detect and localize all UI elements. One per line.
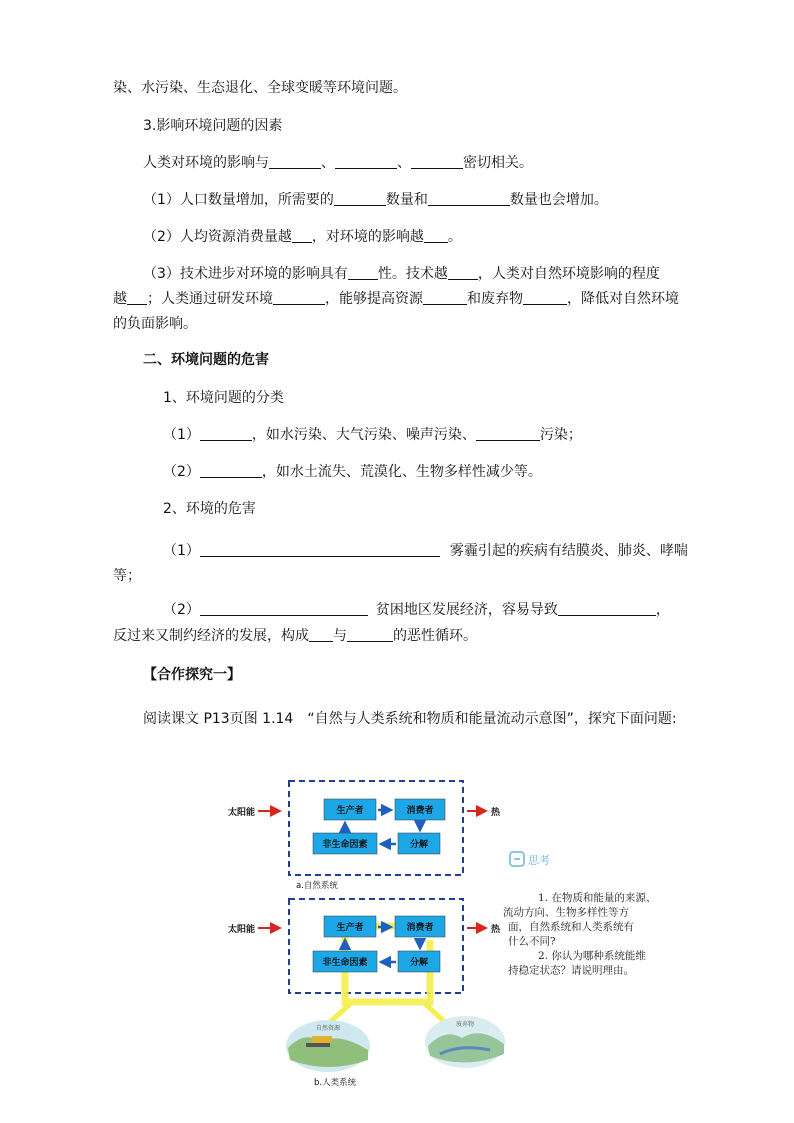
text: （1）人口数量增加，所需要的 bbox=[143, 192, 334, 208]
text: 与 bbox=[333, 628, 347, 644]
text: 数量和 bbox=[385, 192, 428, 208]
text: ，如水污染、大气污染、噪声污染、 bbox=[251, 427, 476, 443]
text: 数量也会增加。 bbox=[509, 192, 608, 208]
think-question-line: 1. 在物质和能量的来源、 bbox=[538, 892, 657, 904]
caption-a: a.自然系统 bbox=[296, 881, 338, 891]
abiotic-label-a: 非生命因素 bbox=[322, 840, 368, 850]
text: 越 bbox=[113, 291, 127, 307]
hazard-1-cont: 等； bbox=[113, 568, 141, 584]
text: 、 bbox=[321, 155, 335, 171]
reading-instruction: 阅读课文 P13页图 1.14 “自然与人类系统和物质和能量流动示意图”，探究下面问题: bbox=[143, 711, 677, 727]
text: 雾霾引起的疾病有结膜炎、肺炎、哮喘 bbox=[449, 543, 688, 559]
decomposer-label-b: 分解 bbox=[409, 958, 429, 968]
text: 贫困地区发展经济，容易导致 bbox=[375, 602, 558, 618]
caption-b: b.人类系统 bbox=[314, 1078, 357, 1088]
section-heading-hazards: 二、环境问题的危害 bbox=[143, 352, 269, 368]
think-question-line: 什么不同? bbox=[508, 935, 556, 948]
line-1: 染、水污染、生态退化、全球变暖等环境问题。 bbox=[113, 80, 407, 96]
solar-label-a: 太阳能 bbox=[228, 808, 256, 818]
text: （2） bbox=[163, 602, 200, 618]
text: （2）人均资源消费量越 bbox=[143, 229, 292, 245]
think-question-line: 持稳定状态？请说明理由。 bbox=[508, 964, 634, 977]
heat-label-b: 热 bbox=[491, 925, 501, 935]
heading-factors: 3.影响环境问题的因素 bbox=[143, 118, 283, 134]
think-panel bbox=[503, 852, 656, 977]
text: 和废弃物 bbox=[467, 291, 523, 307]
line-8: 的负面影响。 bbox=[113, 316, 197, 332]
decomposer-label-a: 分解 bbox=[409, 840, 429, 850]
subheading-classification: 1、环境问题的分类 bbox=[163, 390, 284, 406]
consumer-label-b: 消费者 bbox=[406, 923, 434, 933]
natural-system-frame bbox=[289, 781, 463, 875]
producer-label-b: 生产者 bbox=[336, 923, 364, 933]
text: ，如水土流失、荒漠化、生物多样性减少等。 bbox=[261, 464, 542, 480]
text: （2） bbox=[163, 464, 200, 480]
flow-arrow bbox=[425, 1004, 445, 1022]
producer-label-a: 生产者 bbox=[336, 806, 364, 816]
waste-label: 废弃物 bbox=[455, 1021, 475, 1028]
human-system-frame bbox=[289, 899, 463, 993]
heat-label-a: 热 bbox=[491, 808, 501, 818]
text: ，降低对自然环境 bbox=[567, 291, 679, 307]
think-question-line: 流动方向、生物多样性等方 bbox=[503, 906, 629, 919]
text: ，对环境的影响越 bbox=[311, 229, 424, 245]
resource-label: 自然资源 bbox=[315, 1025, 341, 1032]
text: 反过来又制约经济的发展，构成 bbox=[113, 628, 309, 644]
flow-arrow bbox=[330, 1004, 350, 1022]
think-questions bbox=[503, 891, 656, 977]
abiotic-label-b: 非生命因素 bbox=[322, 958, 368, 968]
cooperative-inquiry-heading: 【合作探究一】 bbox=[143, 667, 241, 683]
text: 。 bbox=[447, 229, 462, 245]
text: 人类对环境的影响与 bbox=[143, 155, 269, 171]
text: ， bbox=[655, 602, 670, 618]
text: （3）技术进步对环境的影响具有 bbox=[143, 266, 348, 282]
think-question-line: 面，自然系统和人类系统有 bbox=[508, 921, 634, 933]
think-question-line: 2. 你认为哪种系统能维 bbox=[538, 950, 646, 962]
natural-resource-illustration bbox=[286, 1020, 370, 1072]
solar-label-b: 太阳能 bbox=[228, 925, 256, 935]
text: ，能够提高资源 bbox=[325, 291, 423, 307]
think-title: 思考 bbox=[528, 854, 550, 867]
text: （1） bbox=[163, 427, 200, 443]
text: 污染； bbox=[539, 427, 582, 443]
text: （1） bbox=[163, 543, 200, 559]
text: 密切相关。 bbox=[463, 155, 533, 171]
text: 、 bbox=[397, 155, 411, 171]
text: 性。技术越 bbox=[377, 266, 448, 282]
text: ，人类对自然环境影响的程度 bbox=[477, 266, 660, 282]
text: ；人类通过研发环境 bbox=[147, 291, 273, 307]
waste-illustration bbox=[425, 1016, 505, 1068]
subheading-hazards: 2、环境的危害 bbox=[163, 501, 256, 517]
text: 的恶性循环。 bbox=[393, 628, 477, 644]
consumer-label-a: 消费者 bbox=[406, 806, 434, 816]
